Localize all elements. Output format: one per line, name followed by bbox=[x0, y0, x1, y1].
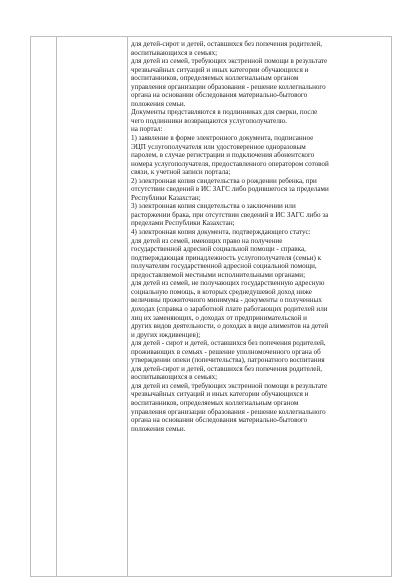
text-line: положения семьи. bbox=[131, 99, 186, 108]
text-line: для детей-сирот и детей, оставшихся без попечения родителей, bbox=[131, 364, 323, 373]
text-line: пределами Республики Казахстан; bbox=[131, 219, 235, 228]
text-line: для детей-сирот и детей, оставшихся без попечения родителей, bbox=[131, 40, 323, 48]
text-line: паролем, в случае регистрации и подключения абонентского bbox=[131, 151, 315, 160]
text-line: получателям государственной адресной социальной помощи, bbox=[131, 262, 317, 271]
text-line: подтверждающая принадлежность услугополучателя (семьи) к bbox=[131, 253, 322, 262]
text-line: государственной адресной социальной помощи - справка, bbox=[131, 245, 306, 254]
text-line: чрезвычайных ситуаций и иных категории обучающихся и bbox=[131, 65, 309, 74]
text-line: на портал: bbox=[131, 125, 163, 134]
text-line: ЭЦП услугополучателя или удостоверенное одноразовым bbox=[131, 142, 306, 151]
text-line: расторжении брака, при отсутствии сведений в ИС ЗАГС либо за bbox=[131, 210, 329, 219]
table-column-number bbox=[30, 36, 57, 577]
text-line: органа на основании обследования материально-бытового bbox=[131, 416, 308, 425]
text-line: для детей из семей, требующих экстренной помощи в результате bbox=[131, 381, 328, 390]
text-line: социальную помощь, в которых среднедушевой доход ниже bbox=[131, 287, 312, 296]
text-line: 1) заявление в форме электронного документа, подписанное bbox=[131, 134, 314, 143]
text-line: 4) электронная копия документа, подтверждающего статус: bbox=[131, 228, 311, 237]
text-line: Документы представляются в подлинниках для сверки, после bbox=[131, 108, 318, 117]
table-cell-text bbox=[131, 40, 389, 433]
text-line: для детей из семей, не получающих государственную адресную bbox=[131, 279, 325, 288]
text-line: воспитывающихся в семьях; bbox=[131, 48, 218, 57]
text-line: предоставляемой местными исполнительными органами; bbox=[131, 270, 306, 279]
text-line: воспитывающихся в семьях; bbox=[131, 373, 218, 382]
text-line: и других иждивенцев); bbox=[131, 330, 201, 339]
text-line: воспитанников, определяемых коллегиальным органом bbox=[131, 74, 299, 83]
text-line: величины прожиточного минимума - документы о полученных bbox=[131, 296, 322, 305]
text-line: связи, к учетной записи портала; bbox=[131, 168, 231, 177]
text-line: Республики Казахстан; bbox=[131, 193, 201, 202]
text-line: положения семьи. bbox=[131, 424, 186, 433]
text-line: для детей из семей, имеющих право на получение bbox=[131, 236, 283, 245]
text-line: чрезвычайных ситуаций и иных категории обучающихся и bbox=[131, 390, 309, 399]
text-line: 2) электронная копия свидетельства о рождении ребенка, при bbox=[131, 176, 317, 185]
text-line: чего подлинники возвращаются услугополучателю. bbox=[131, 116, 287, 125]
text-line: лиц их заменяющих, о доходах от предпринимательской и bbox=[131, 313, 307, 322]
text-line: для детей из семей, требующих экстренной помощи в результате bbox=[131, 57, 328, 66]
table-column-name bbox=[57, 36, 128, 577]
text-line: органа на основании обследования материально-бытового bbox=[131, 91, 308, 100]
text-line: для детей - сирот и детей, оставшихся без попечения родителей, bbox=[131, 339, 326, 348]
text-line: управления организации образования - решение коллегиального bbox=[131, 82, 326, 91]
text-line: воспитанников, определяемых коллегиальным органом bbox=[131, 398, 299, 407]
text-line: проживающих в семьях - решение уполномоченного органа об bbox=[131, 347, 321, 356]
text-line: других видов деятельности, о доходах в виде алиментов на детей bbox=[131, 322, 329, 331]
text-line: номера услугополучателя, предоставленного оператором сотовой bbox=[131, 159, 329, 168]
text-line: утверждении опеки (попечительства), патронатного воспитания bbox=[131, 356, 325, 365]
text-line: 3) электронная копия свидетельства о заключении или bbox=[131, 202, 296, 211]
text-line: управления организации образования - решение коллегиального bbox=[131, 407, 326, 416]
text-line: доходах (справка о заработной плате работающих родителей или bbox=[131, 304, 328, 313]
text-line: отсутствии сведений в ИС ЗАГС либо родившегося за пределами bbox=[131, 185, 329, 194]
